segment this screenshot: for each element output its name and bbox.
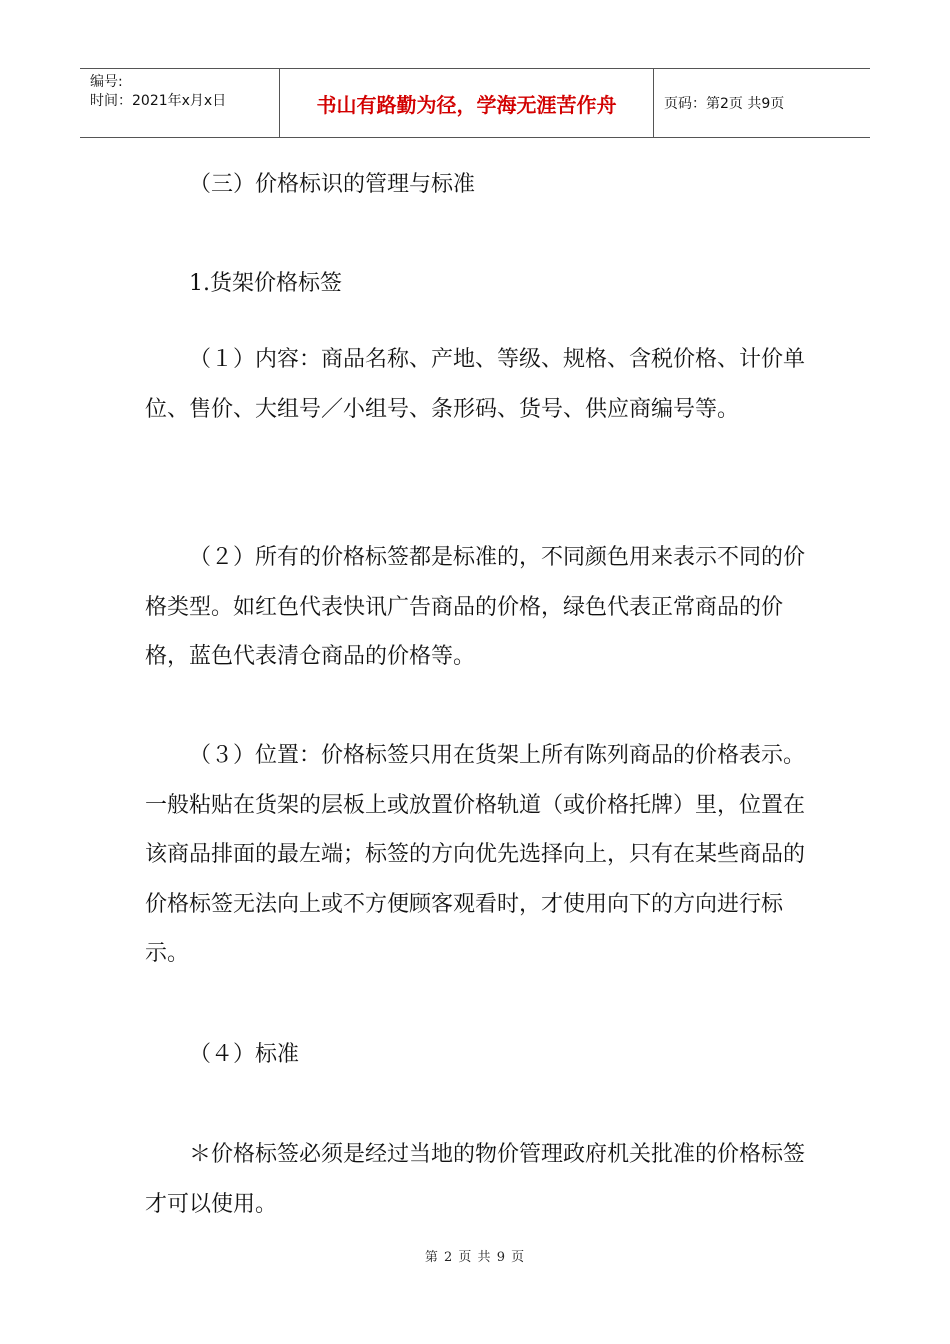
- paragraph-text: （３）位置：价格标签只用在货架上所有陈列商品的价格表示。一般粘贴在货架的层板上或放置价格轨道（或价格托牌）里，位置在该商品排面的最左端；标签的方向优先选择向上，只有在某些商品的价格标签无法向上或不方便顾客观看时，才使用向下的方向进行标示。: [145, 743, 806, 966]
- subsection-heading-text: 1.货架价格标签: [189, 271, 342, 296]
- paragraph-approval: [145, 1130, 810, 1229]
- paragraph-text: ＊价格标签必须是经过当地的物价管理政府机关批准的价格标签才可以使用。: [145, 1142, 806, 1217]
- paragraph-text: （１）内容：商品名称、产地、等级、规格、含税价格、计价单位、售价、大组号／小组号、条形码、货号、供应商编号等。: [145, 347, 806, 422]
- paragraph-text: （４）标准: [189, 1042, 300, 1067]
- header-motto: 书山有路勤为径，学海无涯苦作舟: [280, 69, 654, 137]
- section-heading: [145, 160, 810, 210]
- paragraph-content: [145, 335, 810, 434]
- subsection-heading: [145, 259, 810, 309]
- page-footer: 第 2 页 共 9 页: [424, 1250, 526, 1265]
- header-page-number: 页码：第2页 共9页: [664, 96, 785, 112]
- paragraph-position: [145, 731, 810, 979]
- paragraph-color-types: [145, 533, 810, 682]
- header-meta: [80, 69, 280, 137]
- document-time-label: 时间：2021年x月x日: [90, 93, 227, 109]
- paragraph-text: （２）所有的价格标签都是标准的，不同颜色用来表示不同的价格类型。如红色代表快讯广告商品的价格，绿色代表正常商品的价格，蓝色代表清仓商品的价格等。: [145, 545, 806, 669]
- paragraph-standard: [145, 1030, 810, 1080]
- page-header: [80, 68, 870, 138]
- document-number-label: 编号:: [90, 74, 123, 90]
- section-heading-text: （三）价格标识的管理与标准: [189, 172, 476, 197]
